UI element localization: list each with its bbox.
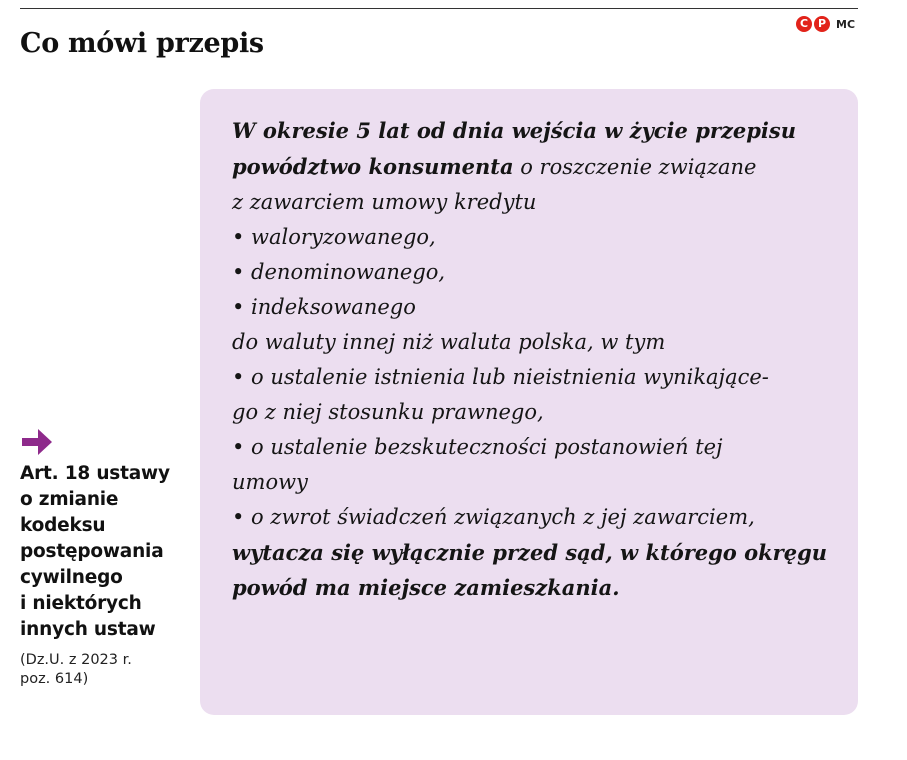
list-item: • indeksowanego [232, 295, 416, 319]
source-title: Art. 18 ustawy o zmianie kodeksu postępowania cywilnego i niektórych innych ustaw [20, 463, 170, 640]
publisher-logo [796, 15, 855, 33]
arrow-right-icon [20, 425, 54, 459]
list-item: • o zwrot świadczeń związanych z jej zawarciem, [232, 505, 755, 529]
lead-rest: o roszczenie związane z zawarciem umowy kredytu [232, 155, 757, 214]
logo-letter-p: P [814, 16, 830, 32]
source-sidebar [20, 425, 200, 689]
list-item: • denominowanego, [232, 260, 446, 284]
top-rule [20, 8, 858, 9]
regulation-text-box [200, 89, 858, 715]
logo-letter-c: C [796, 16, 812, 32]
middle-paragraph: do waluty innej niż waluta polska, w tym [232, 330, 666, 354]
list-item: • waloryzowanego, [232, 225, 436, 249]
source-reference: (Dz.U. z 2023 r. poz. 614) [20, 652, 132, 687]
lead-paragraph [232, 113, 838, 220]
author-initials: MC [836, 17, 856, 31]
lead-bold: W okresie 5 lat od dnia wejścia w życie przepisu powództwo konsumenta [232, 118, 796, 179]
list-item: • o ustalenie bezskuteczności postanowień tej umowy [232, 435, 723, 494]
page-title: Co mówi przepis [20, 28, 264, 59]
closing-paragraph: wytacza się wyłącznie przed sąd, w którego okręgu powód ma miejsce zamieszkania. [232, 540, 828, 600]
list-item: • o ustalenie istnienia lub nieistnienia wynikające- go z niej stosunku prawnego, [232, 365, 769, 424]
